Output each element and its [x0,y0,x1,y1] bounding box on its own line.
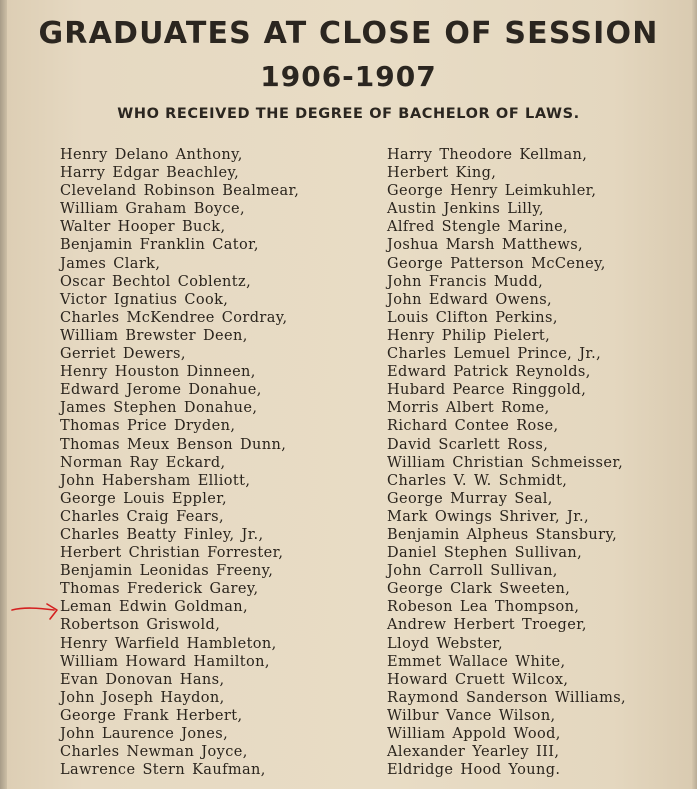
graduate-name: John Carroll Sullivan, [387,563,558,580]
graduate-name: George Clark Sweeten, [387,581,571,598]
graduate-name: Emmet Wallace White, [387,653,566,670]
graduate-name: Herbert Christian Forrester, [60,545,284,562]
graduate-name: Leman Edwin Goldman, [60,599,248,616]
graduate-name: Alfred Stengle Marine, [387,219,569,236]
graduate-name: Herbert King, [387,165,497,182]
graduate-name: Robeson Lea Thompson, [387,599,580,616]
graduate-name: Charles V. W. Schmidt, [387,472,568,489]
graduate-name: William Graham Boyce, [60,201,245,218]
graduate-name: Cleveland Robinson Bealmear, [60,183,300,200]
graduate-name: Richard Contee Rose, [387,418,559,435]
graduate-name: Norman Ray Eckard, [60,454,226,471]
graduate-name: Lloyd Webster, [387,635,504,652]
graduate-name: Thomas Price Dryden, [60,418,236,435]
graduate-name: John Francis Mudd, [387,273,544,290]
graduate-name: Lawrence Stern Kaufman, [60,762,266,779]
graduate-name: John Edward Owens, [387,291,553,308]
graduate-name: Charles Lemuel Prince, Jr., [387,346,602,363]
session-years: 1906-1907 [260,60,437,93]
graduate-name: Harry Theodore Kellman, [387,147,588,163]
graduate-name: Andrew Herbert Troeger, [387,617,587,634]
graduate-name: Harry Edgar Beachley, [60,165,240,182]
graduate-name: Benjamin Leonidas Freeny, [60,563,274,580]
graduate-name: John Laurence Jones, [60,726,229,742]
graduate-name: John Habersham Elliott, [60,472,251,489]
graduate-name: Thomas Meux Benson Dunn, [60,436,287,453]
graduate-name: Henry Delano Anthony, [60,147,243,163]
graduate-name: Alexander Yearley III, [387,744,560,761]
graduate-name: Mark Owings Shriver, Jr., [387,508,589,525]
graduates-list-left [60,146,299,779]
graduate-name: David Scarlett Ross, [387,436,549,453]
graduate-name: Edward Jerome Donahue, [60,382,262,399]
graduate-name: George Patterson McCeney, [387,255,606,272]
graduate-name: Benjamin Franklin Cator, [60,237,259,254]
graduate-name: George Louis Eppler, [60,490,227,507]
graduate-name: Howard Cruett Wilcox, [387,671,569,688]
graduate-name: Daniel Stephen Sullivan, [387,545,583,562]
page-title: GRADUATES AT CLOSE OF SESSION [38,16,659,51]
graduate-name: Austin Jenkins Lilly, [387,201,545,218]
graduates-list-right [387,146,626,779]
graduate-name: George Murray Seal, [387,490,553,507]
graduate-name: Henry Warfield Hambleton, [60,635,277,652]
graduate-name: Gerriet Dewers, [60,346,186,363]
graduate-name: Charles McKendree Cordray, [60,309,288,326]
graduate-name: Thomas Frederick Garey, [60,581,259,598]
graduate-name: George Henry Leimkuhler, [387,183,597,200]
graduate-name: George Frank Herbert, [60,707,243,724]
graduate-name: William Appold Wood, [387,726,561,742]
graduate-name: James Clark, [60,255,161,272]
graduate-name: Wilbur Vance Wilson, [387,707,556,724]
red-arrow-icon [10,598,66,622]
graduate-name: John Joseph Haydon, [60,689,225,706]
graduate-name: Edward Patrick Reynolds, [387,364,591,381]
graduate-name: Henry Philip Pielert, [387,327,551,344]
graduate-name: Evan Donovan Hans, [60,671,225,688]
graduate-name: Benjamin Alpheus Stansbury, [387,526,618,543]
graduate-name: Eldridge Hood Young. [387,762,561,779]
graduate-name: Charles Newman Joyce, [60,744,248,761]
degree-subtitle: WHO RECEIVED THE DEGREE OF BACHELOR OF LAWS. [117,106,580,122]
graduate-name: Joshua Marsh Matthews, [387,237,584,254]
graduate-name: James Stephen Donahue, [60,400,258,417]
graduate-name: Hubard Pearce Ringgold, [387,382,587,399]
graduate-name: Morris Albert Rome, [387,400,550,417]
graduate-name: Henry Houston Dinneen, [60,364,256,381]
graduate-name: William Brewster Deen, [60,327,248,344]
graduate-name: William Howard Hamilton, [60,653,270,670]
graduate-name: William Christian Schmeisser, [387,454,624,471]
graduate-name: Robertson Griswold, [60,617,221,634]
graduate-name: Louis Clifton Perkins, [387,309,558,326]
graduate-name: Charles Beatty Finley, Jr., [60,526,264,543]
graduate-name: Charles Craig Fears, [60,508,224,525]
graduate-name: Oscar Bechtol Coblentz, [60,273,252,290]
graduate-name: Victor Ignatius Cook, [60,291,229,308]
graduate-name: Walter Hooper Buck, [60,219,226,236]
graduate-name: Raymond Sanderson Williams, [387,689,627,706]
